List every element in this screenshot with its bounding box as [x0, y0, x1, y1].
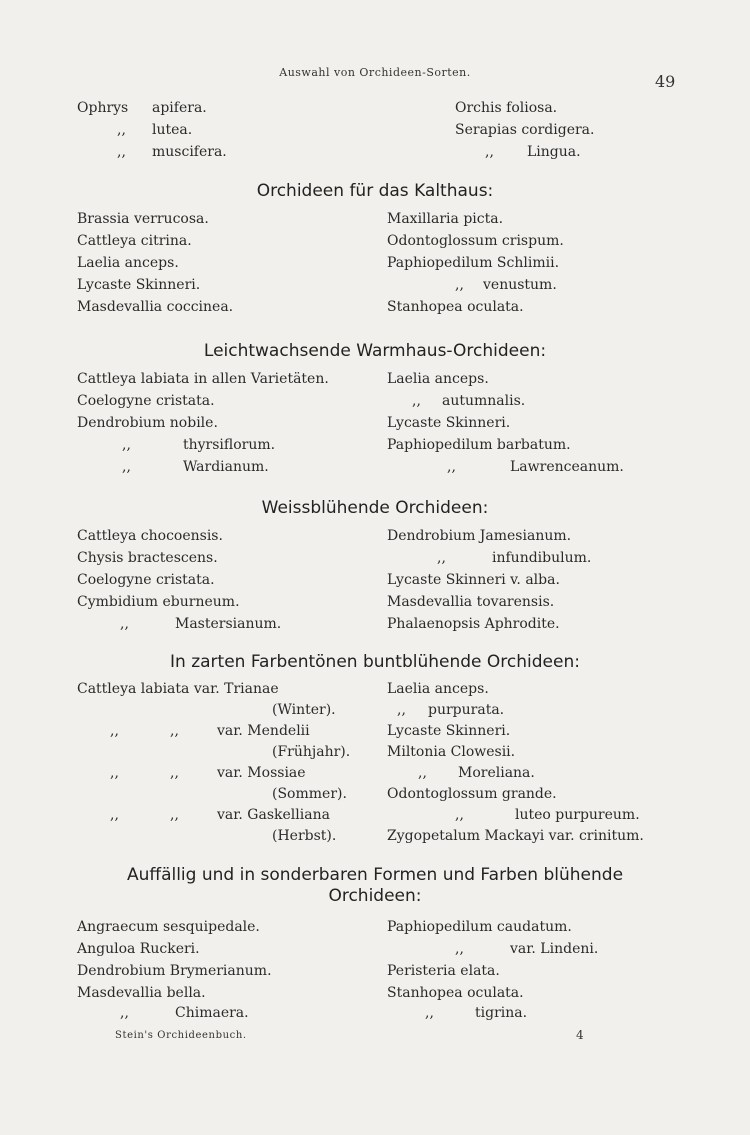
- orchid-name: Laelia anceps.: [387, 681, 489, 697]
- list-row: [0, 983, 750, 1004]
- species-name: venustum.: [483, 277, 557, 293]
- variety-name: var. Mossiae: [217, 765, 306, 781]
- orchid-name: Chysis bractescens.: [77, 550, 218, 566]
- ditto-mark: ,,: [455, 277, 464, 293]
- section-heading-warmhaus: Leichtwachsende Warmhaus-Orchideen:: [203, 341, 547, 361]
- orchid-name: Laelia anceps.: [387, 371, 489, 387]
- orchid-name: Paphiopedilum barbatum.: [387, 437, 571, 453]
- species-name: Mastersianum.: [175, 616, 282, 632]
- ditto-mark: ,,: [120, 1005, 129, 1021]
- orchid-name: Cattleya citrina.: [77, 233, 192, 249]
- season-note: (Winter).: [272, 702, 336, 718]
- section-heading-bunt: In zarten Farbentönen buntblühende Orchideen:: [170, 652, 580, 672]
- orchid-name: Paphiopedilum caudatum.: [387, 919, 572, 935]
- ditto-mark: ,,: [110, 723, 119, 739]
- orchid-name: Orchis foliosa.: [455, 100, 558, 116]
- list-row: [0, 592, 750, 613]
- ditto-mark: ,,: [110, 807, 119, 823]
- orchid-name: Cattleya labiata var. Trianae: [77, 681, 279, 697]
- ditto-mark: ,,: [437, 550, 446, 566]
- ditto-mark: ,,: [412, 393, 421, 409]
- orchid-name: Cattleya labiata in allen Varietäten.: [77, 371, 329, 387]
- orchid-name: Maxillaria picta.: [387, 211, 504, 227]
- species-name: thyrsiflorum.: [183, 437, 276, 453]
- list-row: [0, 142, 750, 163]
- ditto-mark: ,,: [170, 807, 179, 823]
- orchid-name: Odontoglossum crispum.: [387, 233, 564, 249]
- species-name: luteo purpureum.: [515, 807, 640, 823]
- orchid-name: Odontoglossum grande.: [387, 786, 557, 802]
- species-name: tigrina.: [475, 1005, 528, 1021]
- ditto-mark: ,,: [170, 765, 179, 781]
- running-head: Auswahl von Orchideen-Sorten.: [279, 66, 471, 79]
- species-name: Lawrenceanum.: [510, 459, 624, 475]
- list-row: [0, 209, 750, 230]
- ditto-mark: ,,: [455, 807, 464, 823]
- orchid-name: Stanhopea oculata.: [387, 299, 524, 315]
- ditto-mark: ,,: [120, 616, 129, 632]
- species-name: autumnalis.: [442, 393, 526, 409]
- list-row: [0, 98, 750, 119]
- ditto-mark: ,,: [122, 437, 131, 453]
- species-name: infundibulum.: [492, 550, 592, 566]
- list-row: [0, 253, 750, 274]
- season-note: (Herbst).: [272, 828, 337, 844]
- list-row: [0, 917, 750, 938]
- orchid-name: Lycaste Skinneri.: [77, 277, 201, 293]
- ditto-mark: ,,: [117, 144, 126, 160]
- orchid-name: Dendrobium Brymerianum.: [77, 963, 272, 979]
- orchid-name: Serapias cordigera.: [455, 122, 595, 138]
- list-row: [0, 526, 750, 547]
- variety-name: var. Mendelii: [217, 723, 310, 739]
- species-name: Lingua.: [527, 144, 581, 160]
- list-row: [0, 231, 750, 252]
- page-number: 49: [655, 72, 676, 91]
- orchid-name: Miltonia Clowesii.: [387, 744, 516, 760]
- list-row: [0, 763, 750, 784]
- orchid-name: Cymbidium eburneum.: [77, 594, 240, 610]
- ditto-mark: ,,: [397, 702, 406, 718]
- list-row: [0, 391, 750, 412]
- orchid-name: Coelogyne cristata.: [77, 393, 215, 409]
- list-row: [0, 614, 750, 635]
- ditto-mark: ,,: [170, 723, 179, 739]
- list-row: [0, 805, 750, 826]
- species-name: Wardianum.: [183, 459, 269, 475]
- orchid-name: Cattleya chocoensis.: [77, 528, 223, 544]
- orchid-name: Lycaste Skinneri.: [387, 415, 511, 431]
- list-row: [0, 297, 750, 318]
- section-heading-sonderbar-line2: Orchideen:: [328, 886, 422, 906]
- orchid-name: Phalaenopsis Aphrodite.: [387, 616, 560, 632]
- list-row: [0, 784, 750, 805]
- list-row: [0, 435, 750, 456]
- list-row: [0, 548, 750, 569]
- ditto-mark: ,,: [117, 122, 126, 138]
- season-note: (Frühjahr).: [272, 744, 351, 760]
- ditto-mark: ,,: [418, 765, 427, 781]
- list-row: [0, 457, 750, 478]
- list-row: [0, 1003, 750, 1024]
- list-row: [0, 742, 750, 763]
- species-name: Moreliana.: [458, 765, 535, 781]
- orchid-name: Dendrobium Jamesianum.: [387, 528, 572, 544]
- list-row: [0, 939, 750, 960]
- ditto-mark: ,,: [425, 1005, 434, 1021]
- orchid-name: Zygopetalum Mackayi var. crinitum.: [387, 828, 644, 844]
- orchid-name: Anguloa Ruckeri.: [77, 941, 200, 957]
- orchid-name: Angraecum sesquipedale.: [77, 919, 260, 935]
- species-name: Chimaera.: [175, 1005, 249, 1021]
- list-row: [0, 275, 750, 296]
- ditto-mark: ,,: [455, 941, 464, 957]
- orchid-name: Lycaste Skinneri.: [387, 723, 511, 739]
- orchid-name: Peristeria elata.: [387, 963, 500, 979]
- orchid-name: Masdevallia tovarensis.: [387, 594, 555, 610]
- orchid-name: Brassia verrucosa.: [77, 211, 209, 227]
- genus-name: Ophrys: [77, 100, 129, 116]
- footer-book-title: Stein's Orchideenbuch.: [115, 1030, 247, 1041]
- ditto-mark: ,,: [122, 459, 131, 475]
- list-row: [0, 413, 750, 434]
- species-name: purpurata.: [428, 702, 505, 718]
- orchid-name: Paphiopedilum Schlimii.: [387, 255, 560, 271]
- ditto-mark: ,,: [110, 765, 119, 781]
- section-heading-sonderbar: Auffällig und in sonderbaren Formen und Farben blühende: [126, 865, 624, 885]
- list-row: [0, 700, 750, 721]
- section-heading-kalthaus: Orchideen für das Kalthaus:: [256, 181, 494, 201]
- orchid-name: Masdevallia bella.: [77, 985, 206, 1001]
- orchid-name: Lycaste Skinneri v. alba.: [387, 572, 560, 588]
- list-row: [0, 369, 750, 390]
- list-row: [0, 679, 750, 700]
- variety-name: var. Lindeni.: [510, 941, 599, 957]
- orchid-name: Laelia anceps.: [77, 255, 179, 271]
- orchid-name: Coelogyne cristata.: [77, 572, 215, 588]
- list-row: [0, 721, 750, 742]
- season-note: (Sommer).: [272, 786, 347, 802]
- section-heading-weiss: Weissblühende Orchideen:: [261, 498, 489, 518]
- list-row: [0, 961, 750, 982]
- orchid-name: Stanhopea oculata.: [387, 985, 524, 1001]
- orchid-name: Masdevallia coccinea.: [77, 299, 234, 315]
- list-row: [0, 120, 750, 141]
- species-name: muscifera.: [152, 144, 227, 160]
- ditto-mark: ,,: [485, 144, 494, 160]
- list-row: [0, 826, 750, 847]
- orchid-name: Dendrobium nobile.: [77, 415, 218, 431]
- variety-name: var. Gaskelliana: [217, 807, 330, 823]
- species-name: lutea.: [152, 122, 193, 138]
- list-row: [0, 570, 750, 591]
- species-name: apifera.: [152, 100, 207, 116]
- ditto-mark: ,,: [447, 459, 456, 475]
- footer-signature-number: 4: [576, 1028, 584, 1042]
